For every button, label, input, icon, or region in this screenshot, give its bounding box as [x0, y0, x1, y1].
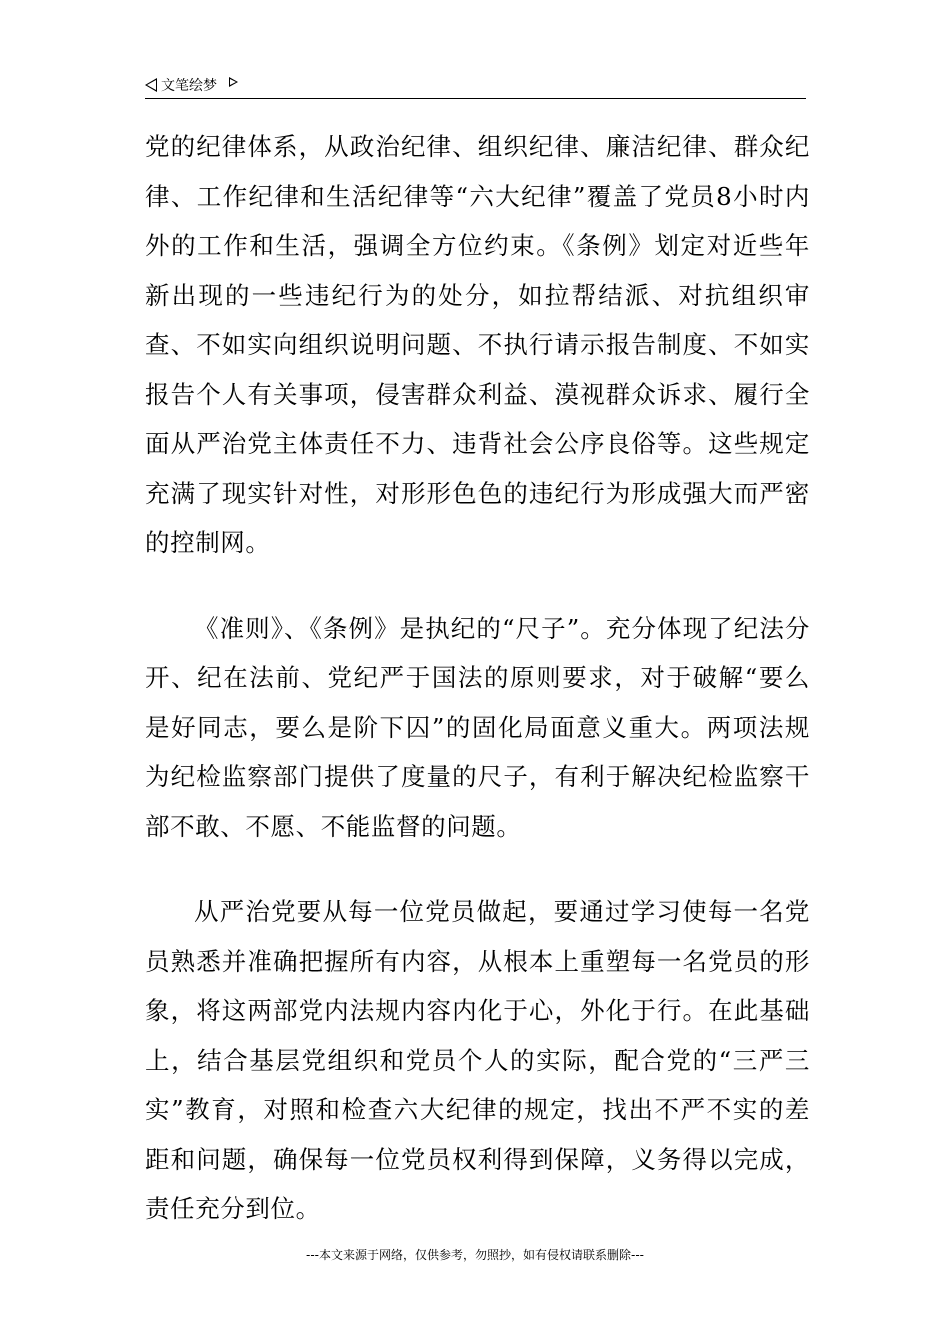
- header-title: 文笔绘梦: [161, 78, 217, 94]
- paragraph-2: 《准则》、《条例》是执纪的“尺子”。充分体现了纪法分开、纪在法前、党纪严于国法的原则要求，对于破解“要么是好同志，要么是阶下囚”的固化局面意义重大。两项法规为纪检监察部门提供了度量的尺子，有利于解决纪检监察干部不敢、不愿、不能监督的问题。: [145, 613, 810, 841]
- paragraph-1: 党的纪律体系，从政治纪律、组织纪律、廉洁纪律、群众纪律、工作纪律和生活纪律等“六大纪律”覆盖了党员8小时内外的工作和生活，强调全方位约束。《条例》划定对近些年新出现的一些违纪行为的处分，如拉帮结派、对抗组织审查、不如实向组织说明问题、不执行请示报告制度、不如实报告个人有关事项，侵害群众利益、漠视群众诉求、履行全面从严治党主体责任不力、违背社会公序良俗等。这些规定充满了现实针对性，对形形色色的违纪行为形成强大而严密的控制网。: [145, 132, 810, 557]
- header-divider: [145, 98, 806, 99]
- page-footer: ---本文来源于网络，仅供参考，勿照抄，如有侵权请联系删除---: [306, 1248, 644, 1262]
- triangle-right-icon: [229, 77, 238, 87]
- document-body: [145, 122, 810, 1234]
- paragraph-spacer: [145, 568, 810, 604]
- triangle-left-icon: [145, 78, 157, 92]
- paragraph-3: 从严治党要从每一位党员做起，要通过学习使每一名党员熟悉并准确把握所有内容，从根本上重塑每一名党员的形象，将这两部党内法规内容内化于心，外化于行。在此基础上，结合基层党组织和党员个人的实际，配合党的“三严三实”教育，对照和检查六大纪律的规定，找出不严不实的差距和问题，确保每一位党员权利得到保障，义务得以完成，责任充分到位。: [145, 897, 810, 1223]
- paragraph-spacer: [145, 851, 810, 887]
- page-header: [145, 74, 238, 96]
